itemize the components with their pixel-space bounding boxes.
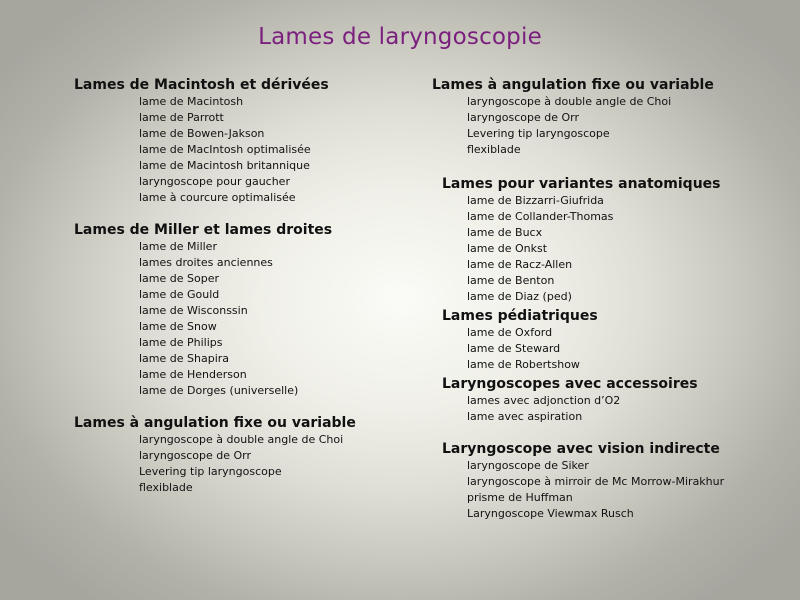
list-item: lame de Soper bbox=[139, 272, 220, 285]
list-item: Levering tip laryngoscope bbox=[467, 127, 610, 140]
list-item: laryngoscope de Siker bbox=[467, 459, 589, 472]
section-heading: Lames pédiatriques bbox=[442, 308, 598, 324]
section-macintosh bbox=[74, 76, 414, 206]
item-list bbox=[432, 393, 792, 425]
list-item: lame de Macintosh bbox=[139, 95, 244, 108]
slide-title: Lames de laryngoscopie bbox=[258, 24, 542, 50]
list-item: lame de Bizzarri-Giufrida bbox=[467, 194, 604, 207]
list-item: laryngoscope à double angle de Choi bbox=[139, 433, 344, 446]
list-item: lame de Robertshow bbox=[467, 358, 580, 371]
list-item: lame de Macintosh britannique bbox=[139, 159, 310, 172]
section-pediatriques bbox=[432, 307, 792, 373]
list-item: lame de Shapira bbox=[139, 352, 230, 365]
list-item: lames droites anciennes bbox=[139, 256, 273, 269]
list-item: lame de Benton bbox=[467, 274, 555, 287]
list-item: lame de MacIntosh optimalisée bbox=[139, 143, 311, 156]
item-list bbox=[74, 432, 414, 496]
list-item: lame de Dorges (universelle) bbox=[139, 384, 299, 397]
section-heading: Laryngoscopes avec accessoires bbox=[442, 376, 698, 392]
section-heading: Lames de Macintosh et dérivées bbox=[74, 77, 329, 93]
list-item: lame à courcure optimalisée bbox=[139, 191, 296, 204]
section-angulation bbox=[74, 414, 414, 496]
list-item: lame de Racz-Allen bbox=[467, 258, 573, 271]
section-heading: Lames à angulation fixe ou variable bbox=[74, 415, 356, 431]
item-list bbox=[432, 458, 792, 522]
list-item: prisme de Huffman bbox=[467, 491, 573, 504]
list-item: lame de Collander-Thomas bbox=[467, 210, 614, 223]
list-item: lame de Diaz (ped) bbox=[467, 290, 572, 303]
right-column bbox=[432, 74, 792, 522]
list-item: lame de Philips bbox=[139, 336, 223, 349]
item-list bbox=[432, 325, 792, 373]
list-item: laryngoscope pour gaucher bbox=[139, 175, 290, 188]
list-item: lame de Miller bbox=[139, 240, 217, 253]
list-item: laryngoscope de Orr bbox=[139, 449, 252, 462]
list-item: lame de Henderson bbox=[139, 368, 247, 381]
list-item: lame de Gould bbox=[139, 288, 220, 301]
section-heading: Lames à angulation fixe ou variable bbox=[432, 77, 714, 93]
section-heading: Lames de Miller et lames droites bbox=[74, 222, 333, 238]
section-anatomiques bbox=[432, 175, 792, 305]
list-item: laryngoscope à double angle de Choi bbox=[467, 95, 672, 108]
item-list bbox=[74, 239, 414, 399]
list-item: lame de Bowen-Jakson bbox=[139, 127, 265, 140]
list-item: flexiblade bbox=[139, 481, 193, 494]
section-angulation-right bbox=[432, 76, 792, 158]
list-item: flexiblade bbox=[467, 143, 521, 156]
list-item: lame avec aspiration bbox=[467, 410, 583, 423]
list-item: lame de Snow bbox=[139, 320, 217, 333]
section-accessoires bbox=[432, 375, 792, 425]
list-item: lame de Onkst bbox=[467, 242, 548, 255]
section-heading: Lames pour variantes anatomiques bbox=[442, 176, 721, 192]
item-list bbox=[74, 94, 414, 206]
list-item: lame de Oxford bbox=[467, 326, 553, 339]
list-item: Levering tip laryngoscope bbox=[139, 465, 282, 478]
section-miller bbox=[74, 221, 414, 399]
item-list bbox=[432, 193, 792, 305]
list-item: laryngoscope de Orr bbox=[467, 111, 580, 124]
list-item: lame de Bucx bbox=[467, 226, 543, 239]
list-item: lame de Wisconssin bbox=[139, 304, 248, 317]
list-item: lame de Steward bbox=[467, 342, 561, 355]
left-column bbox=[74, 74, 414, 496]
list-item: lame de Parrott bbox=[139, 111, 224, 124]
section-vision-indirecte bbox=[432, 440, 792, 522]
list-item: lames avec adjonction d’O2 bbox=[467, 394, 621, 407]
list-item: Laryngoscope Viewmax Rusch bbox=[467, 507, 634, 520]
list-item: laryngoscope à mirroir de Mc Morrow-Mirakhur bbox=[467, 475, 725, 488]
section-heading: Laryngoscope avec vision indirecte bbox=[442, 441, 720, 457]
item-list bbox=[432, 94, 792, 158]
